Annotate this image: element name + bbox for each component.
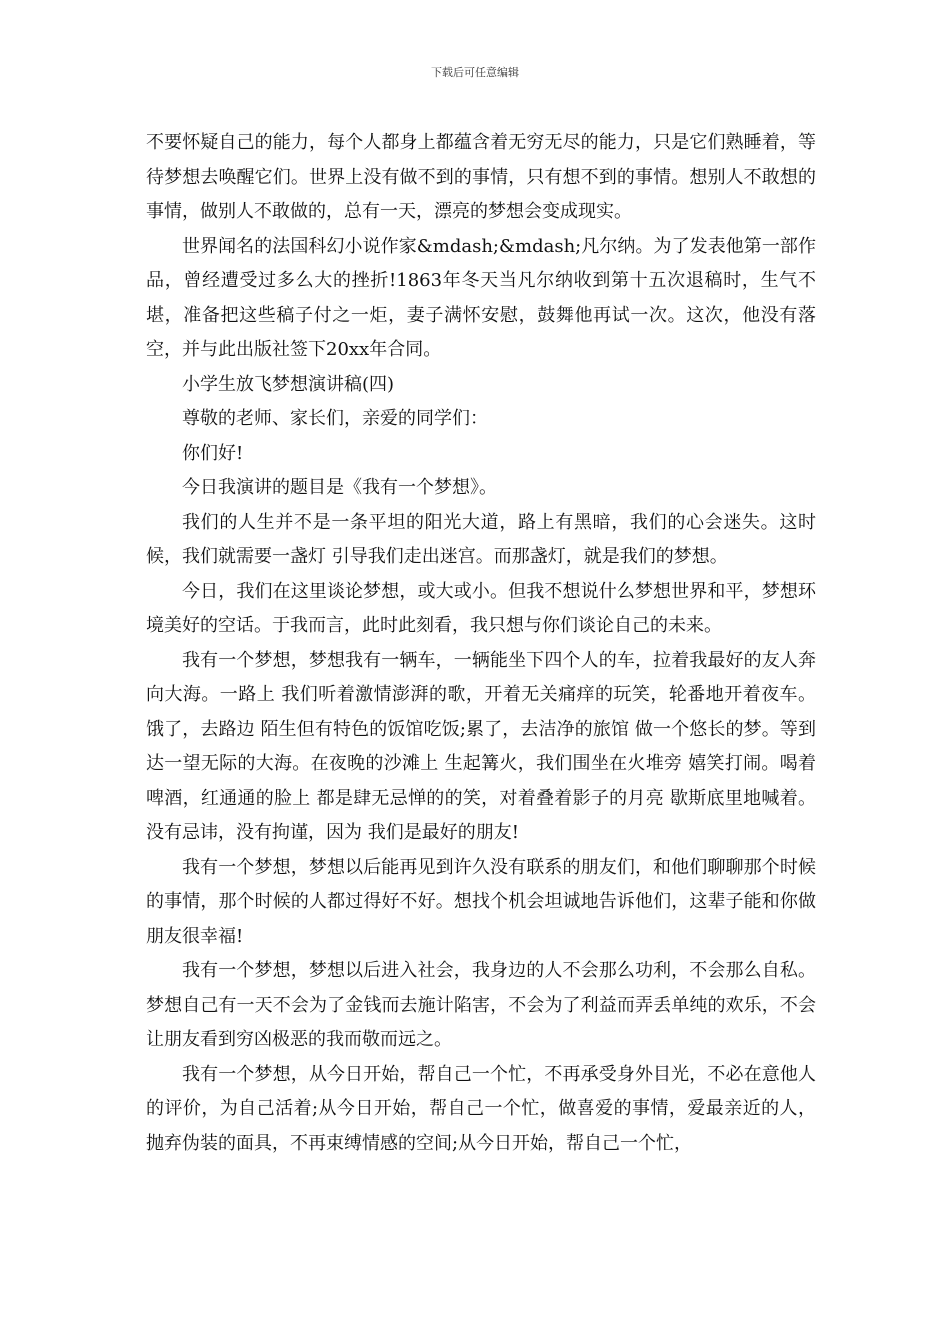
paragraph-11: 我有一个梦想，梦想以后进入社会，我身边的人不会那么功利，不会那么自私。梦想自己有一天不会为了金钱而去施计陷害，不会为了利益而弄丢单纯的欢乐，不会让朋友看到穷凶极恶的我而敬而远之。 [146,960,816,1050]
paragraph-12: 我有一个梦想，从今日开始，帮自己一个忙，不再承受身外目光，不必在意他人的评价，为自己活着;从今日开始，帮自己一个忙，做喜爱的事情，爱最亲近的人，抛弃伪装的面具，不再束缚情感的空间;从今日开始，帮自己一个忙， [146,1063,816,1154]
paragraph-10: 我有一个梦想，梦想以后能再见到许久没有联系的朋友们，和他们聊聊那个时候的事情，那个时候的人都过得好不好。想找个机会坦诚地告诉他们，这辈子能和你做朋友很幸福! [146,856,816,947]
paragraph-7: 我们的人生并不是一条平坦的阳光大道，路上有黑暗，我们的心会迷失。这时候，我们就需要一盏灯 引导我们走出迷宫。而那盏灯，就是我们的梦想。 [146,511,816,567]
paragraph-2: 世界闻名的法国科幻小说作家&mdash;&mdash;凡尔纳。为了发表他第一部作品，曾经遭受过多么大的挫折!1863年冬天当凡尔纳收到第十五次退稿时，生气不堪，准备把这些稿子付之一炬，妻子满怀安慰，鼓舞他再试一次。这次，他没有落空，并与此出版社签下20xx年合同。 [146,235,816,360]
greeting: 你们好! [182,442,244,464]
speech-title: 小学生放飞梦想演讲稿(四) [182,373,395,395]
page-header: 下载后可任意编辑 [431,66,519,79]
paragraph-1: 不要怀疑自己的能力，每个人都身上都蕴含着无穷无尽的能力，只是它们熟睡着，等待梦想去唤醒它们。世界上没有做不到的事情，只有想不到的事情。想别人不敢想的事情，做别人不敢做的，总有一天，漂亮的梦想会变成现实。 [146,132,816,222]
salutation: 尊敬的老师、家长们，亲爱的同学们： [182,408,488,429]
paragraph-9: 我有一个梦想，梦想我有一辆车，一辆能坐下四个人的车，拉着我最好的友人奔向大海。一路上 我们听着激情澎湃的歌，开着无关痛痒的玩笑，轮番地开着夜车。饿了，去路边 陌生但有特色的饭馆吃饭;累了，去洁净的旅馆 做一个悠长的梦。等到达一望无际的大海。在夜晚的沙滩上 生起篝火，我们围坐在火堆旁 嬉笑打闹。喝着啤酒，红通通的脸上 都是肆无忌惮的的笑，对着叠着影子的月亮 歇斯底里地喊着。没有忌讳，没有拘谨，因为 我们是最好的朋友! [146,649,816,843]
document-body [146,126,816,1161]
paragraph-topic: 今日我演讲的题目是《我有一个梦想》。 [182,477,497,498]
paragraph-8: 今日，我们在这里谈论梦想，或大或小。但我不想说什么梦想世界和平，梦想环境美好的空话。于我而言，此时此刻看，我只想与你们谈论自己的未来。 [146,580,816,636]
